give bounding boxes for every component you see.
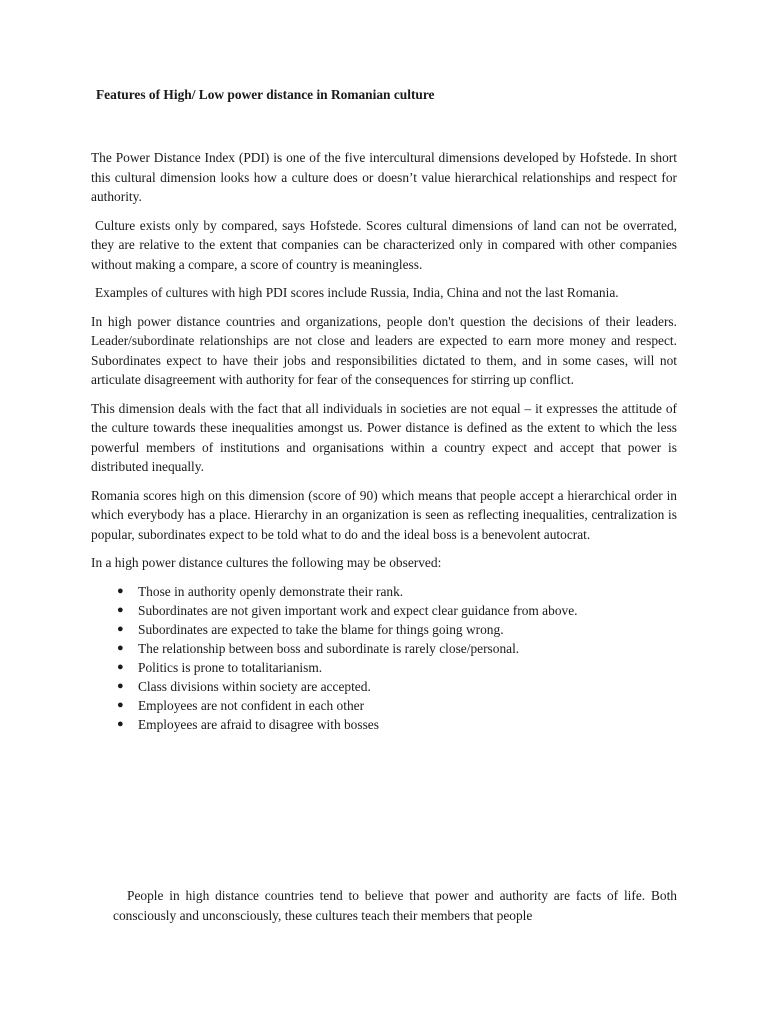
paragraph-high-pdi-organizations: In high power distance countries and organizations, people don't question the decisions of their leaders. Leader/subordinate relationships are not close and leaders are expected to earn more money and respect. Subordinates expect to have their jobs and responsibilities dictated to them, and in some cases, will not articulate disagreement with authority for fear of the consequences for stirring up conflict.	[91, 313, 677, 387]
paragraph-observations-intro: In a high power distance cultures the following may be observed:	[91, 555, 442, 570]
bullet-icon: ●	[117, 717, 124, 730]
list-item: ● The relationship between boss and subordinate is rarely close/personal.	[117, 640, 520, 656]
list-item: ● Those in authority openly demonstrate their rank.	[117, 583, 404, 599]
bullet-icon: ●	[117, 679, 124, 692]
bullet-icon: ●	[117, 603, 124, 616]
bullet-icon: ●	[117, 641, 124, 654]
paragraph-dimension-definition: This dimension deals with the fact that all individuals in societies are not equal – it expresses the attitude of the culture towards these inequalities amongst us. Power distance is defined as the extent to which the less powerful members of institutions and organisations within a country expect and accept that power is distributed inequally.	[91, 400, 677, 474]
list-item: ● Employees are not confident in each other	[117, 697, 365, 713]
bullet-icon: ●	[117, 698, 124, 711]
paragraph-pdi-intro: The Power Distance Index (PDI) is one of the five intercultural dimensions developed by Hofstede. In short this cultural dimension looks how a culture does or doesn’t value hierarchical relationships and respect for authority.	[91, 150, 677, 204]
observations-list	[91, 582, 677, 734]
list-item: ● Subordinates are expected to take the blame for things going wrong.	[117, 621, 504, 637]
document-body	[91, 148, 677, 734]
bullet-icon: ●	[117, 622, 124, 635]
list-item: ● Employees are afraid to disagree with bosses	[117, 716, 379, 732]
list-item: ● Subordinates are not given important work and expect clear guidance from above.	[117, 602, 578, 618]
list-item: ● Politics is prone to totalitarianism.	[117, 659, 323, 675]
paragraph-examples: Examples of cultures with high PDI scores include Russia, India, China and not the last Romania.	[95, 285, 619, 300]
bullet-icon: ●	[117, 660, 124, 673]
paragraph-romania-score: Romania scores high on this dimension (score of 90) which means that people accept a hierarchical order in which everybody has a place. Hierarchy in an organization is seen as reflecting inequalities, centralization is popular, subordinates expect to be told what to do and the ideal boss is a benevolent autocrat.	[91, 487, 677, 542]
bullet-icon: ●	[117, 584, 124, 597]
list-item: ● Class divisions within society are accepted.	[117, 678, 371, 694]
document-title: Features of High/ Low power distance in Romanian culture	[96, 87, 435, 102]
paragraph-closing: People in high distance countries tend to believe that power and authority are facts of life. Both consciously and unconsciously, these cultures teach their members that people	[113, 888, 677, 923]
paragraph-culture-compared: Culture exists only by compared, says Hofstede. Scores cultural dimensions of land can not be overrated, they are relative to the extent that companies can be characterized only in compared with other companies without making a compare, a score of country is meaningless.	[91, 217, 677, 272]
